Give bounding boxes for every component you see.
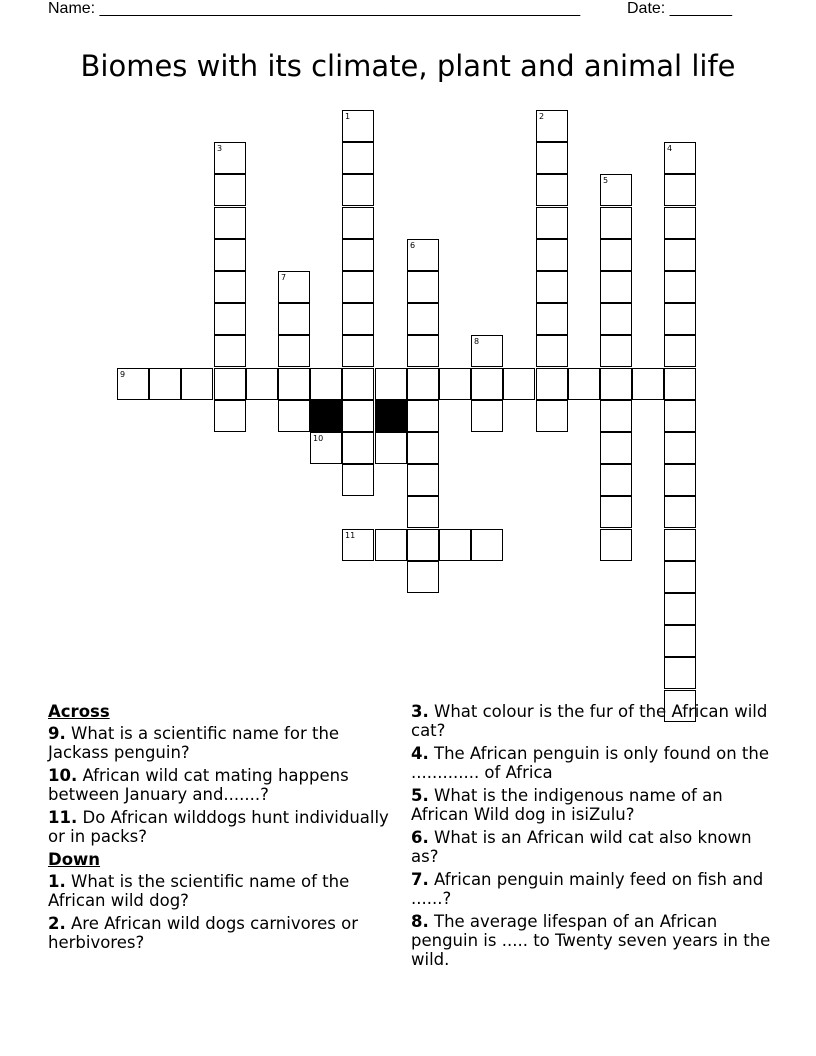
grid-cell[interactable] [536,335,568,367]
clue-number: 9. [48,724,66,743]
clue-text: What is the scientific name of the African wild dog? [48,872,350,910]
clue-number: 7. [411,870,429,889]
clue-text: The African penguin is only found on the ............. of Africa [411,744,769,782]
cell-number: 6 [410,241,416,250]
grid-cell[interactable] [439,529,471,561]
grid-cell[interactable] [471,529,503,561]
cell-number: 5 [603,176,609,185]
grid-cell[interactable] [600,432,632,464]
grid-cell[interactable] [342,464,374,496]
grid-cell[interactable] [664,464,696,496]
clues-left-column [48,702,393,956]
clue-text: What is a scientific name for the Jackass penguin? [48,724,340,762]
clue-text: The average lifespan of an African penguin is ..... to Twenty seven years in the wild. [411,912,771,969]
clue-number: 8. [411,912,429,931]
grid-cell[interactable] [407,432,439,464]
grid-cell[interactable] [310,432,342,464]
across-heading: Across [48,702,110,721]
grid-cell[interactable] [664,561,696,593]
grid-cell[interactable] [536,368,568,400]
clue-down-2 [48,914,393,952]
cell-number: 1 [345,112,351,121]
clue-text: What is an African wild cat also known as? [411,828,752,866]
grid-cell[interactable] [214,271,246,303]
name-blank[interactable]: ______________________________________________________ [99,0,581,17]
grid-cell[interactable] [600,174,632,206]
grid-cell[interactable] [536,400,568,432]
page-title: Biomes with its climate, plant and animal life [80,49,736,83]
grid-cell[interactable] [503,368,535,400]
grid-cell[interactable] [407,529,439,561]
grid-cell[interactable] [600,207,632,239]
grid-cell[interactable] [600,335,632,367]
clue-number: 1. [48,872,66,891]
grid-cell[interactable] [214,142,246,174]
grid-cell[interactable] [664,271,696,303]
name-label: Name: [48,0,96,17]
clue-down-7 [411,870,771,908]
grid-cell[interactable] [536,142,568,174]
clue-across-9 [48,724,393,762]
grid-cell[interactable] [407,561,439,593]
cell-number: 9 [120,370,126,379]
grid-cell[interactable] [310,368,342,400]
grid-cell[interactable] [278,400,310,432]
clue-text: Do African wilddogs hunt individually or in packs? [48,808,389,846]
grid-cell[interactable] [342,142,374,174]
grid-cell[interactable] [375,432,407,464]
grid-cell[interactable] [600,400,632,432]
grid-cell[interactable] [342,400,374,432]
grid-cell[interactable] [407,464,439,496]
grid-cell[interactable] [117,368,149,400]
grid-cell[interactable] [407,496,439,528]
grid-cell[interactable] [664,432,696,464]
grid-cell[interactable] [536,271,568,303]
grid-cell[interactable] [664,368,696,400]
grid-cell[interactable] [664,174,696,206]
grid-cell[interactable] [536,207,568,239]
grid-cell[interactable] [664,529,696,561]
clue-down-8 [411,912,771,969]
grid-cell[interactable] [214,174,246,206]
clue-text: What colour is the fur of the African wild cat? [411,702,768,740]
grid-cell[interactable] [407,368,439,400]
clue-number: 6. [411,828,429,847]
clue-number: 2. [48,914,66,933]
grid-cell[interactable] [214,335,246,367]
grid-cell[interactable] [600,239,632,271]
grid-cell[interactable] [342,432,374,464]
date-blank[interactable]: _______ [669,0,732,17]
clue-down-6 [411,828,771,866]
grid-cell[interactable] [600,464,632,496]
clue-number: 10. [48,766,78,785]
grid-cell[interactable] [664,657,696,689]
cell-number: 11 [345,531,356,540]
clue-text: African penguin mainly feed on fish and ......? [411,870,764,908]
clue-number: 4. [411,744,429,763]
grid-cell[interactable] [536,239,568,271]
grid-cell[interactable] [664,239,696,271]
grid-cell[interactable] [342,207,374,239]
clue-number: 5. [411,786,429,805]
grid-cell[interactable] [214,303,246,335]
grid-cell[interactable] [214,207,246,239]
grid-cell[interactable] [664,625,696,657]
clue-text: African wild cat mating happens between January and.......? [48,766,349,804]
clue-down-3 [411,702,771,740]
grid-cell[interactable] [407,271,439,303]
grid-cell[interactable] [471,368,503,400]
clue-down-4 [411,744,771,782]
grid-cell[interactable] [342,303,374,335]
cell-number: 3 [217,144,223,153]
clue-down-1 [48,872,393,910]
cell-number: 7 [281,273,287,282]
cell-number: 4 [667,144,673,153]
grid-cell[interactable] [568,368,600,400]
cell-number: 10 [313,434,324,443]
grid-cell[interactable] [342,368,374,400]
grid-cell[interactable] [536,174,568,206]
clue-text: What is the indigenous name of an African Wild dog in isiZulu? [411,786,723,824]
grid-cell[interactable] [536,303,568,335]
grid-cell[interactable] [664,496,696,528]
grid-cell[interactable] [664,400,696,432]
grid-cell[interactable] [246,368,278,400]
grid-cell[interactable] [664,207,696,239]
cell-number: 8 [474,337,480,346]
grid-cell[interactable] [664,303,696,335]
grid-cell[interactable] [471,400,503,432]
down-heading: Down [48,850,101,869]
grid-cell[interactable] [214,239,246,271]
grid-cell[interactable] [600,368,632,400]
grid-cell[interactable] [664,142,696,174]
clues-right-column [411,702,771,973]
grid-cell[interactable] [600,496,632,528]
grid-cell[interactable] [342,239,374,271]
grid-cell[interactable] [632,368,664,400]
grid-cell[interactable] [471,335,503,367]
grid-cell[interactable] [664,335,696,367]
cell-number: 2 [539,112,545,121]
grid-cell[interactable] [600,271,632,303]
grid-cell[interactable] [536,110,568,142]
clue-number: 11. [48,808,78,827]
clue-number: 3. [411,702,429,721]
clue-text: Are African wild dogs carnivores or herbivores? [48,914,359,952]
grid-cell[interactable] [664,593,696,625]
grid-cell[interactable] [342,529,374,561]
clue-across-10 [48,766,393,804]
grid-cell[interactable] [407,335,439,367]
grid-cell[interactable] [375,368,407,400]
grid-cell[interactable] [600,529,632,561]
grid-cell[interactable] [214,400,246,432]
grid-cell[interactable] [407,400,439,432]
grid-cell[interactable] [407,303,439,335]
grid-cell[interactable] [342,174,374,206]
clue-across-11 [48,808,393,846]
grid-cell[interactable] [278,271,310,303]
grid-cell[interactable] [342,110,374,142]
grid-cell[interactable] [600,303,632,335]
grid-cell[interactable] [342,335,374,367]
grid-cell[interactable] [278,335,310,367]
grid-cell[interactable] [375,529,407,561]
black-cell [375,400,407,432]
grid-cell[interactable] [407,239,439,271]
grid-cell[interactable] [439,368,471,400]
grid-cell[interactable] [214,368,246,400]
grid-cell[interactable] [181,368,213,400]
clue-down-5 [411,786,771,824]
grid-cell[interactable] [278,368,310,400]
grid-cell[interactable] [342,271,374,303]
black-cell [310,400,342,432]
grid-cell[interactable] [149,368,181,400]
grid-cell[interactable] [278,303,310,335]
date-label: Date: [627,0,666,17]
